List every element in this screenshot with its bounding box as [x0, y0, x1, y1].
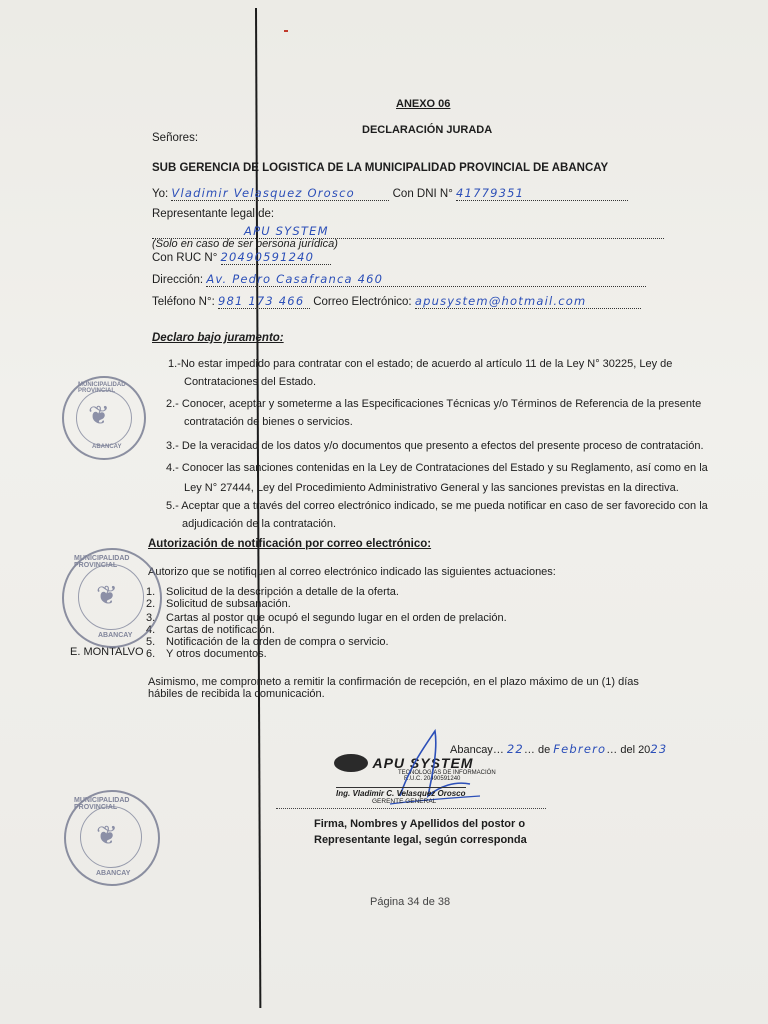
emblem-icon: ❦ — [96, 580, 118, 610]
date-month: Febrero — [553, 742, 607, 756]
salutation: Señores: — [152, 132, 199, 144]
emblem-icon: ❦ — [88, 400, 110, 430]
rep-value: APU SYSTEM — [152, 224, 664, 239]
date-place: Abancay — [450, 744, 493, 756]
item-1-line2: Contrataciones del Estado. — [184, 376, 317, 388]
ruc-label: Con RUC N° — [152, 252, 218, 264]
signature-caption-1: Firma, Nombres y Apellidos del postor o — [314, 818, 526, 830]
date-line: Abancay… 22… de Febrero… del 2023 — [450, 742, 668, 756]
signer-name: Ing. Vladimir C. Velasquez Orosco — [336, 789, 466, 798]
yo-value: Vladimir Velasquez Orosco — [171, 186, 389, 201]
document-title: DECLARACIÓN JURADA — [362, 124, 493, 136]
item-2-line1: 2.- Conocer, aceptar y someterme a las Especificaciones Técnicas y/o Términos de Referencia de la presente — [166, 398, 702, 410]
addressee: SUB GERENCIA DE LOGISTICA DE LA MUNICIPALIDAD PROVINCIAL DE ABANCAY — [152, 162, 609, 174]
closing-line1: Asimismo, me comprometo a remitir la confirmación de recepción, en el plazo máximo de un (1) días — [148, 676, 639, 688]
signer-role: GERENTE GENERAL — [372, 798, 437, 805]
ink-mark — [284, 30, 288, 32]
annex-label: ANEXO 06 — [396, 98, 451, 110]
actuacion-5: 5. Notificación de la orden de compra o servicio. — [146, 636, 389, 648]
autorizo-text: Autorizo que se notifiquen al correo electrónico indicado las siguientes actuaciones: — [148, 566, 556, 578]
yo-row — [152, 186, 628, 201]
date-day: 22 — [506, 742, 524, 756]
direccion-row — [152, 272, 646, 287]
item-4-line2: Ley N° 27444, Ley del Procedimiento Administrativo General y las sanciones previstas en la directiva. — [184, 482, 679, 494]
company-stamp-name: APU SYSTEM — [372, 755, 474, 771]
dni-value: 41779351 — [456, 186, 628, 201]
direccion-value: Av. Pedro Casafranca 460 — [206, 272, 646, 287]
actuacion-3: 3. Cartas al postor que ocupó el segundo lugar en el orden de prelación. — [146, 612, 507, 624]
autorizacion-heading: Autorización de notificación por correo electrónico: — [148, 538, 432, 550]
item-2-line2: contratación de bienes o servicios. — [184, 416, 353, 428]
rep-row — [152, 208, 274, 220]
date-year: 23 — [650, 742, 668, 756]
company-logo-icon — [334, 754, 368, 772]
date-de: de — [537, 744, 551, 756]
email-label: Correo Electrónico: — [313, 296, 412, 308]
item-5-line1: 5.- Aceptar que a través del correo electrónico indicado, se me pueda notificar en caso de ser favorecido con la — [166, 500, 708, 512]
telefono-value: 981 173 466 — [218, 294, 310, 309]
yo-label: Yo: — [152, 188, 169, 200]
municipal-seal-2: MUNICIPALIDAD PROVINCIAL ABANCAY ❦ — [62, 548, 162, 648]
emblem-icon: ❦ — [96, 820, 118, 850]
declaro-heading: Declaro bajo juramento: — [152, 332, 284, 344]
email-value: apusystem@hotmail.com — [415, 294, 641, 309]
closing-line2: hábiles de recibida la comunicación. — [148, 688, 325, 700]
direccion-label: Dirección: — [152, 274, 204, 286]
stamp-name: E. MONTALVO — [70, 646, 144, 658]
company-stamp-tagline: TECNOLOGÍAS DE INFORMACIÓN — [398, 770, 496, 776]
rep-label: Representante legal de: — [152, 208, 275, 220]
item-3-line1: 3.- De la veracidad de los datos y/o documentos que presento a efectos del presente proceso de contratación. — [166, 440, 704, 452]
signature-caption-2: Representante legal, según corresponda — [314, 834, 527, 846]
telefono-label: Teléfono N°: — [152, 296, 215, 308]
item-4-line1: 4.- Conocer las sanciones contenidas en la Ley de Contrataciones del Estado y su Reglamento, así como en la — [166, 462, 708, 474]
actuacion-4: 4. Cartas de notificación. — [146, 624, 275, 636]
actuacion-6: 6. Y otros documentos. — [146, 648, 267, 660]
item-5-line2: adjudicación de la contratación. — [182, 518, 337, 530]
signature-line — [276, 808, 546, 809]
actuacion-2: 2. Solicitud de subsanación. — [146, 598, 291, 610]
municipal-seal-3: MUNICIPALIDAD PROVINCIAL ABANCAY ❦ — [64, 790, 160, 886]
company-stamp-ruc: R.U.C. 20490591240 — [404, 776, 461, 782]
actuacion-1: 1. Solicitud de la descripción a detalle de la oferta. — [146, 586, 399, 598]
item-1-line1: 1.-No estar impedido para contratar con el estado; de acuerdo al artículo 11 de la Ley N° 30225, Ley de — [168, 358, 673, 370]
municipal-seal-1: MUNICIPALIDAD PROVINCIAL ABANCAY ❦ — [62, 376, 146, 460]
telefono-row — [152, 294, 641, 309]
page-number: Página 34 de 38 — [370, 896, 451, 908]
rep-note: (Solo en caso de ser persona jurídica) — [152, 238, 338, 250]
ruc-value: 20490591240 — [221, 250, 331, 265]
ruc-row — [152, 250, 331, 265]
dni-label: Con DNI N° — [392, 188, 453, 200]
date-del: del 20 — [620, 744, 651, 756]
